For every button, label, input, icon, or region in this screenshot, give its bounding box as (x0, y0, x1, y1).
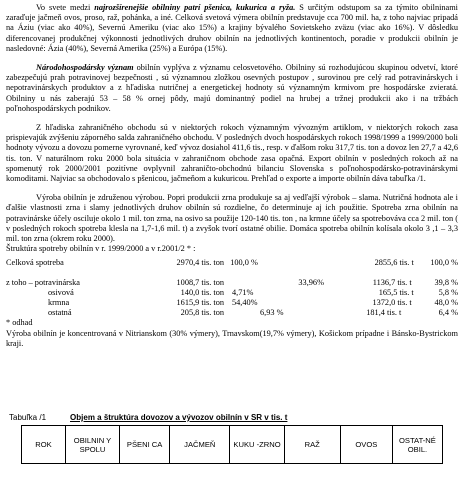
consumption-title: Štruktúra spotreby obilnín v r. 1999/2000 a v r.2001/2 * : (6, 244, 196, 254)
paragraph-regions: Výroba obilnín je koncentrovaná v Nitrianskom (30% výmery), Trnavskom(19,7% výmery), Košickom prípadne i Bánsko-Bystrickom kraji. (6, 328, 458, 348)
footnote: * odhad (6, 318, 33, 328)
table-header-cell: ROK (22, 426, 66, 464)
table-header-cell: KUKU -ZRNO (230, 426, 284, 464)
table-label: Tabuľka /1 (9, 413, 47, 422)
consumption-row: osivová 140,0 tis. ton 4,71% 165,5 tis. t 5,8 % (48, 287, 458, 297)
table-title: Objem a štruktúra dovozov a vývozov obilnín v SR v tis. t (70, 413, 288, 422)
paragraph-national: Národohospodársky význam obilnín vyplýva z významu celosvetového. Obilniny sú rozhodujúcou skupinou odvetví, ktoré zabezpečujú prah potravinovej bezpečnosti , sú významnou zložkou osevných postupov , surovinou pre celý rad potravinárskych i nepotravinárskych produktov a z hľadiska nutričnej a energetickej hodnoty sú významným krmivom pre hospodárske zvieratá. Obilniny u nás zaberajú 53 – 58 % ornej pôdy, majú dominantný podiel na hrubej a tržnej produkcii ako i na tržbách poľnohospodárskych podnikov. (6, 63, 458, 113)
trade-table (21, 425, 443, 464)
table-header-cell: OBILNIN Y SPOLU (65, 426, 119, 464)
table-header-cell: PŠENI CA (120, 426, 170, 464)
paragraph-trade: Z hľadiska zahraničného obchodu sú v niektorých rokoch významným vývozným artiklom, v niektorých rokoch zasa prispievajúk zvýšeniu záporného salda zahraničného obchodu. V posledných dvoch hospodárskych rokoch 1998/1999 a 1999/2000 boli hodnoty vývozu a dovozu pomerne vyrovnané, keď vývoz dosiahol 411,6 tis., resp. v ďalšom roku 317,7 tis. ton a dovoz len 27,7 a 42,6 tis. ton. V naturálnom roku 2000 bola situácia v zahraničnom obchode zasa opačná. Export obilnín v posledných rokoch až na spomenutý rok 2000/2001 pozitívne ovplyvnil zahraničto-obchodnú bilanciu Slovenska s poľnohospodársko-potravinárskymi komoditami. Najviac sa obchodovalo s pšenicou, jačmeňom a kukuricou. Prehľad o exporte a importe obilnín dáva tabuľka /1. (6, 123, 458, 184)
consumption-row: ostatná 205,8 tis. ton 6,93 % 181,4 tis. t 6,4 % (48, 308, 458, 318)
table-caption (9, 413, 287, 423)
consumption-row: Celková spotreba 2970,4 tis. ton 100,0 % 2855,6 tis. t 100,0 % (6, 258, 458, 268)
consumption-row: krmna 1615,9 tis. ton 54,40% 1372,0 tis. t 48,0 % (48, 298, 458, 308)
emphasis-text: Národohospodársky význam (36, 63, 134, 73)
paragraph-world: Vo svete medzi najrozšírenejšie obilniny patrí pšenica, kukurica a ryža. S určitým odstupom sa za týmito obilninami zaraďuje jačmeň ovos, proso, raž, pohánka, a iné. Celková svetová výmera obilnín predstavuje cca 700 mil. ha, z toho najviac pripadá na Áziu (viac ako 40%), Severnú Ameriku (viac ako 15%) a krajiny bývalého Sovietskeho zväzu (viac ako 16%). V dôsledku diferencovanej produkčnej výkonnosti jednotlivých druhov obilnín na jednotlivých kontinentoch, poradie v produkcii obilnín je nasledovné: Ázia (40%), Severná Amerika (25%) a Európa (15%). (6, 3, 458, 53)
table-header-row (22, 426, 443, 464)
emphasis-text: najrozšírenejšie obilniny patrí pšenica, kukurica a ryža. (94, 3, 296, 12)
paragraph-production: Výroba obilnín je združenou výrobou. Popri produkcii zrna produkuje sa aj vedľajší výrobok – slama. Nutričná hodnota ale i ďalšie vlastnosti zrna i slamy jednotlivých druhov obilnín sú rozdielne, čo determinuje aj ich použitie. Spotreba zrna obilnín na potravinárske účely osciluje okolo 1 mil. ton zrna, na osivo sa použije 120-140 tis. ton , na krmne účely sa spotrebováva cca 2 mil. ton ( v posledných rokoch spotreba klesla na 1,7-1,6 mil. t) a zvyšok tvorí ostatné obilie. Domáca spotreba obilnín kolísala okolo 3 ,1 – 3,3 mil. ton zrna (okrem roku 2000). (6, 193, 458, 244)
table-header-cell: OSTAT-NÉ OBIL. (392, 426, 442, 464)
table-header-cell: RAŽ (284, 426, 340, 464)
table-header-cell: JAČMEŇ (170, 426, 230, 464)
table-header-cell: OVOS (340, 426, 392, 464)
consumption-row: z toho – potravinárska 1008,7 tis. ton 33,96% 1136,7 tis. t 39,8 % (6, 277, 458, 287)
document-page (6, 3, 458, 349)
